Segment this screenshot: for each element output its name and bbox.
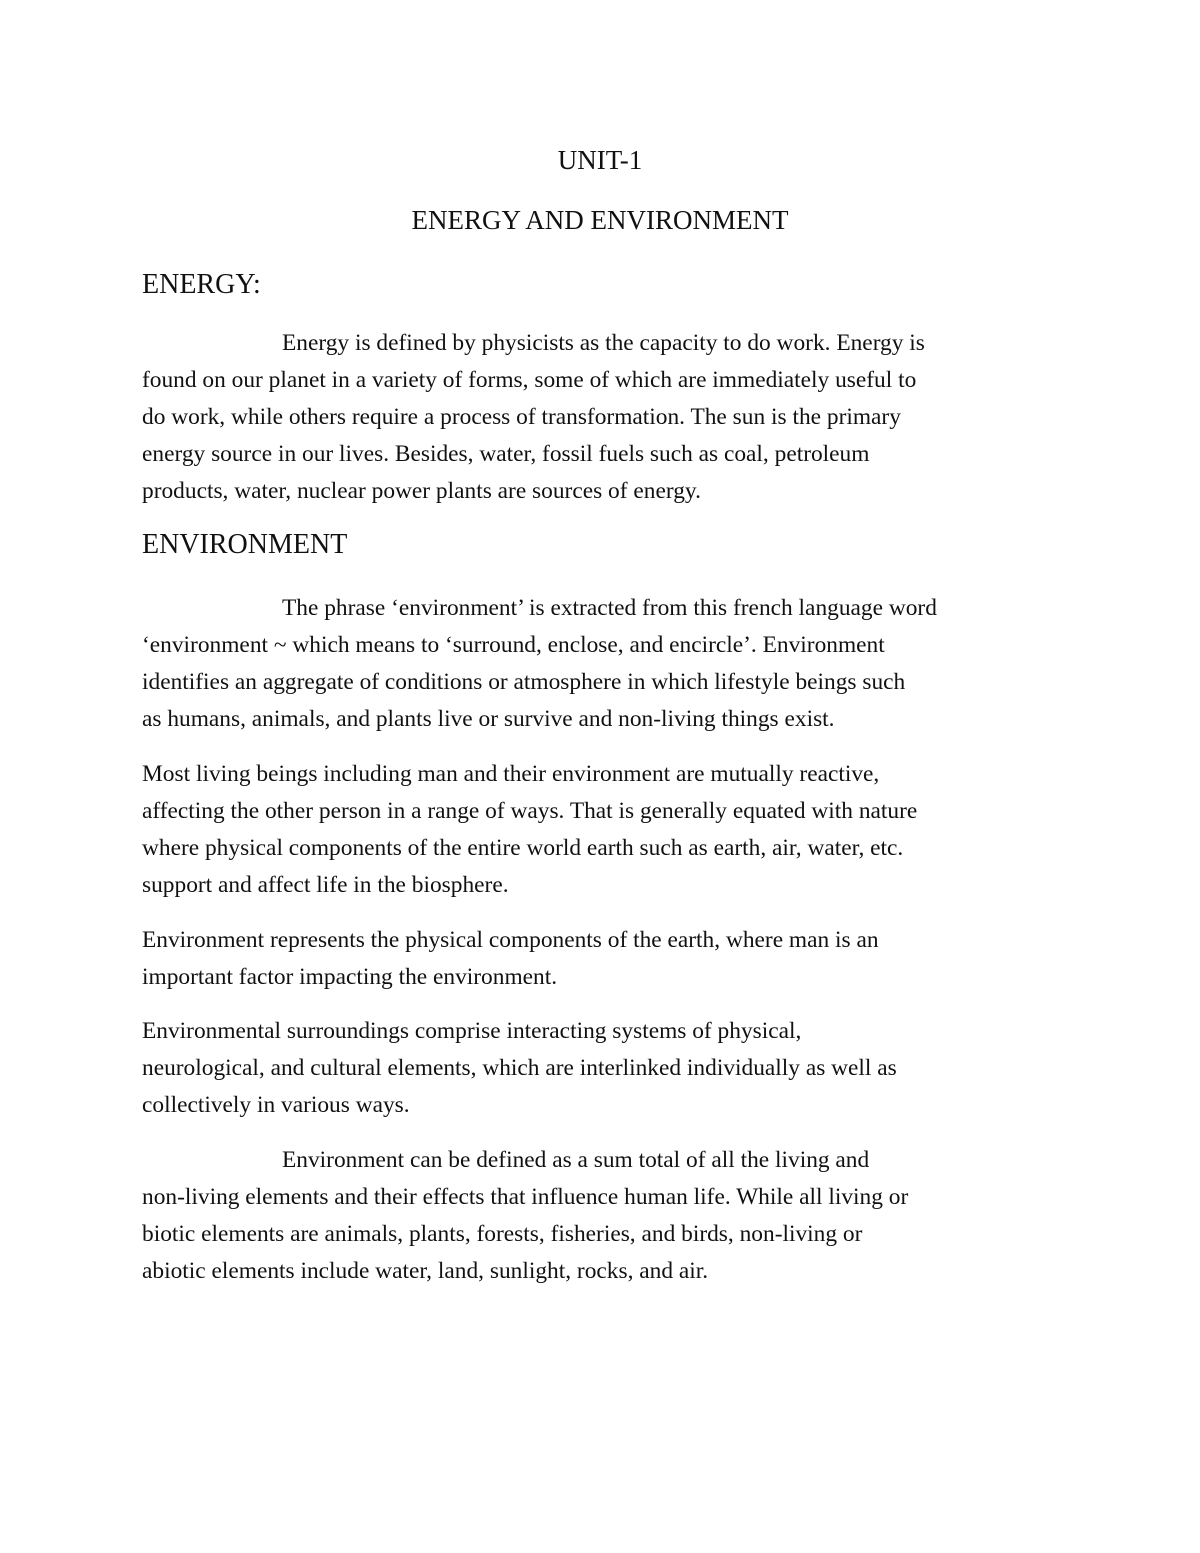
environment-paragraph-2 (142, 756, 1062, 904)
text-line: Most living beings including man and their environment are mutually reactive, (142, 761, 880, 787)
environment-paragraph-1 (142, 590, 1062, 738)
environment-paragraph-3 (142, 922, 1062, 996)
text-line: biotic elements are animals, plants, forests, fisheries, and birds, non-living or (142, 1221, 863, 1247)
text-line: support and affect life in the biosphere. (142, 872, 509, 898)
text-line: collectively in various ways. (142, 1092, 410, 1118)
text-line: energy source in our lives. Besides, water, fossil fuels such as coal, petroleum (142, 441, 870, 467)
environment-paragraph-5 (142, 1142, 1062, 1290)
text-line: do work, while others require a process of transformation. The sun is the primary (142, 404, 901, 430)
environment-heading: ENVIRONMENT (142, 529, 348, 560)
text-line: products, water, nuclear power plants are sources of energy. (142, 478, 701, 504)
environment-paragraph-4 (142, 1013, 1062, 1124)
text-line: found on our planet in a variety of forms, some of which are immediately useful to (142, 367, 917, 393)
text-line: abiotic elements include water, land, sunlight, rocks, and air. (142, 1258, 709, 1284)
text-line: where physical components of the entire world earth such as earth, air, water, etc. (142, 835, 904, 861)
text-line: The phrase ‘environment’ is extracted from this french language word (282, 595, 937, 621)
text-line: identifies an aggregate of conditions or atmosphere in which lifestyle beings such (142, 669, 906, 695)
text-line: neurological, and cultural elements, which are interlinked individually as well as (142, 1055, 897, 1081)
energy-heading: ENERGY: (142, 269, 261, 300)
text-line: Environment represents the physical components of the earth, where man is an (142, 927, 879, 953)
text-line: Energy is defined by physicists as the capacity to do work. Energy is (282, 330, 925, 356)
text-line: ‘environment ~ which means to ‘surround, enclose, and encircle’. Environment (142, 632, 885, 658)
unit-title: UNIT-1 (557, 145, 643, 175)
text-line: affecting the other person in a range of ways. That is generally equated with nature (142, 798, 918, 824)
energy-paragraph (142, 325, 1062, 510)
text-line: important factor impacting the environment. (142, 964, 558, 990)
text-line: as humans, animals, and plants live or survive and non-living things exist. (142, 706, 835, 732)
text-line: Environment can be defined as a sum total of all the living and (282, 1147, 870, 1173)
text-line: non-living elements and their effects that influence human life. While all living or (142, 1184, 909, 1210)
text-line: Environmental surroundings comprise interacting systems of physical, (142, 1018, 802, 1044)
document-title: ENERGY AND ENVIRONMENT (411, 205, 789, 235)
